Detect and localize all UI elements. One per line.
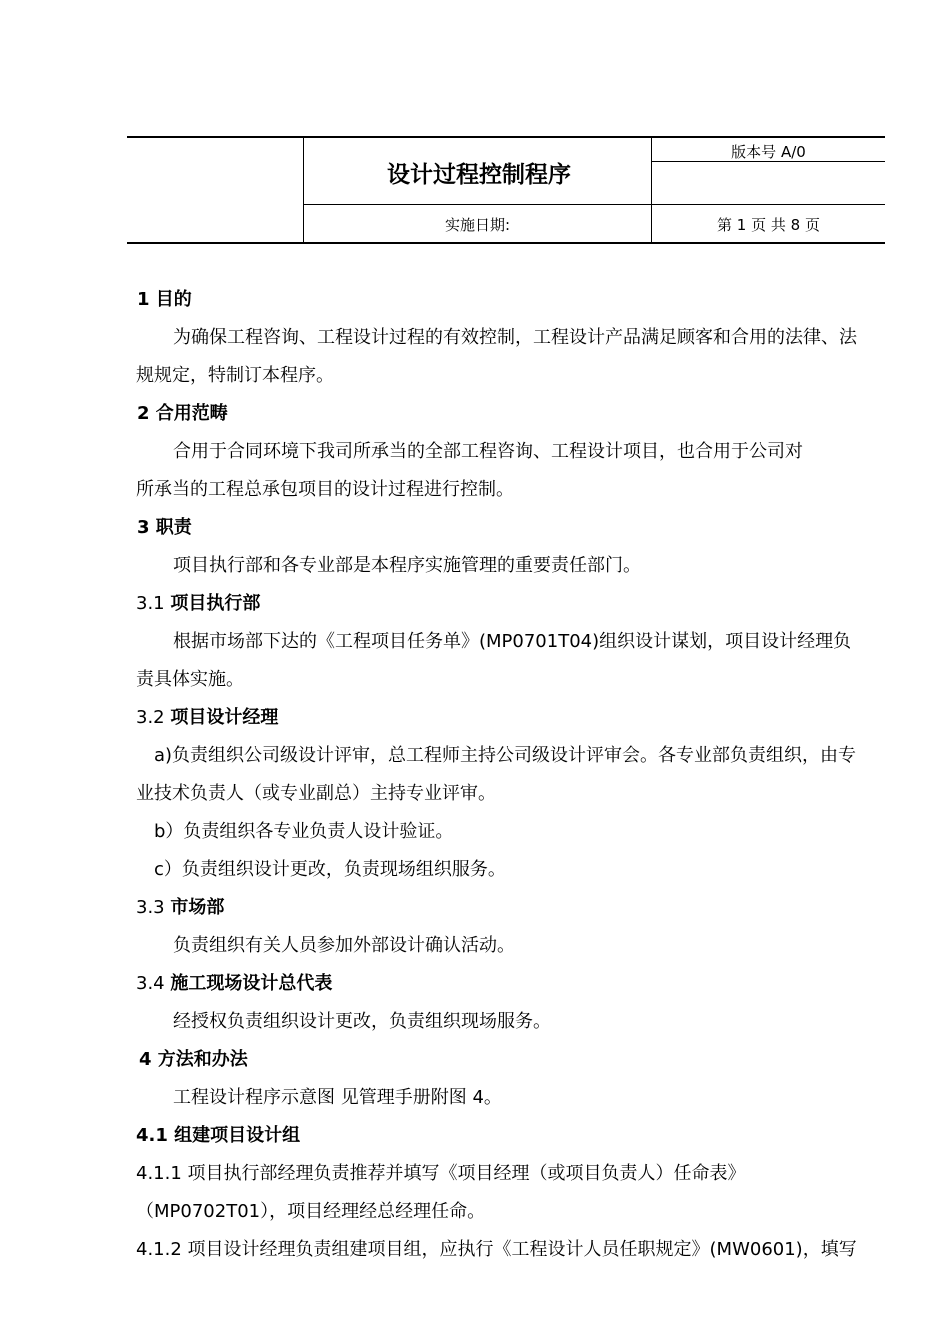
subsection-number: 3.4 xyxy=(136,973,171,994)
page-number: 第 1 页 共 8 页 xyxy=(717,215,820,234)
paragraph-line: 工程设计程序示意图 见管理手册附图 4。 xyxy=(173,1087,502,1108)
subsection-title: 项目设计经理 xyxy=(170,707,279,728)
subsection-heading xyxy=(136,897,224,919)
paragraph-line: 负责组织有关人员参加外部设计确认活动。 xyxy=(173,935,515,956)
version-number: 版本号 A/0 xyxy=(731,142,806,161)
subsection-number: 3.3 xyxy=(136,897,171,918)
paragraph-line: 责具体实施。 xyxy=(136,669,244,690)
subsection-number: 3.2 xyxy=(136,707,171,728)
subsection-title: 市场部 xyxy=(170,897,225,918)
document-title: 设计过程控制程序 xyxy=(387,161,571,188)
paragraph-line: 项目执行部和各专业部是本程序实施管理的重要责任部门。 xyxy=(173,555,641,576)
subsection-heading xyxy=(136,593,260,615)
document-header-table xyxy=(127,136,885,244)
paragraph-line: a)负责组织公司级设计评审，总工程师主持公司级设计评审会。各专业部负责组织，由专 xyxy=(154,745,857,766)
paragraph-line: b）负责组织各专业负责人设计验证。 xyxy=(154,821,454,842)
subsection-number: 3.1 xyxy=(136,593,171,614)
subsection-heading: 4.1 组建项目设计组 xyxy=(136,1125,301,1146)
paragraph-line: 4.1.2 项目设计经理负责组建项目组，应执行《工程设计人员任职规定》(MW0601)，填写 xyxy=(136,1239,857,1260)
section-heading: 2 合用范畴 xyxy=(137,403,228,424)
paragraph-line: c）负责组织设计更改，负责现场组织服务。 xyxy=(154,859,506,880)
paragraph-line: 所承当的工程总承包项目的设计过程进行控制。 xyxy=(136,479,514,500)
subsection-heading xyxy=(136,707,278,729)
paragraph-line: 4.1.1 项目执行部经理负责推荐并填写《项目经理（或项目负责人）任命表》 xyxy=(136,1163,746,1184)
section-heading: 4 方法和办法 xyxy=(139,1049,248,1070)
subsection-title: 项目执行部 xyxy=(170,593,261,614)
paragraph-line: 经授权负责组织设计更改，负责组织现场服务。 xyxy=(173,1011,551,1032)
subsection-heading xyxy=(136,973,332,995)
paragraph-line: 业技术负责人（或专业副总）主持专业评审。 xyxy=(136,783,496,804)
section-heading: 3 职责 xyxy=(137,517,192,538)
paragraph-line: 根据市场部下达的《工程项目任务单》(MP0701T04)组织设计谋划，项目设计经理负 xyxy=(173,631,852,652)
paragraph-line: （MP0702T01），项目经理经总经理任命。 xyxy=(136,1201,486,1222)
implementation-date: 实施日期: xyxy=(444,215,511,234)
section-heading: 1 目的 xyxy=(137,289,192,310)
paragraph-line: 为确保工程咨询、工程设计过程的有效控制，工程设计产品满足顾客和合用的法律、法 xyxy=(173,327,857,348)
paragraph-line: 合用于合同环境下我司所承当的全部工程咨询、工程设计项目，也合用于公司对 xyxy=(173,441,803,462)
paragraph-line: 规规定，特制订本程序。 xyxy=(136,365,334,386)
subsection-title: 施工现场设计总代表 xyxy=(170,973,333,994)
